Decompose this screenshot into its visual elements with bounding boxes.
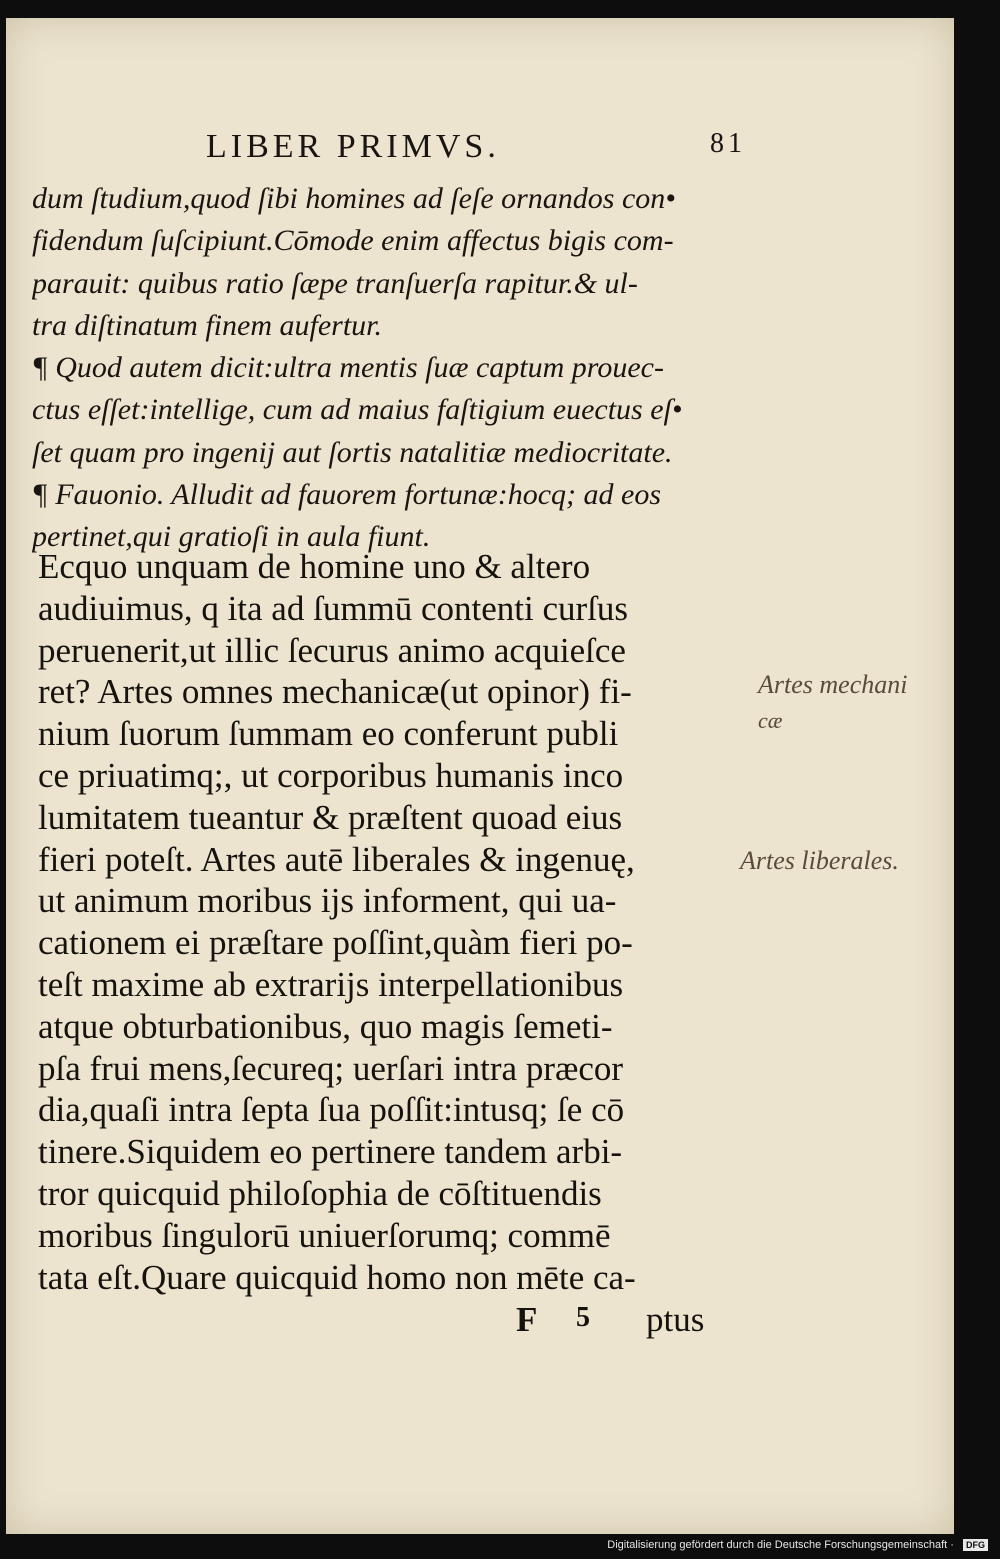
- main-text-line: tata eſt.Quare quicquid homo non mēte ca-: [38, 1257, 636, 1297]
- commentary-block: [32, 178, 747, 559]
- main-text-line: nium ſuorum ſummam eo conferunt publi: [38, 714, 619, 754]
- folio-number: 81: [710, 128, 746, 159]
- catchline: [506, 1300, 766, 1346]
- main-text-line: cationem ei præſtare poſſint,quàm fieri po-: [38, 923, 633, 963]
- commentary-line: pertinet,qui gratioſi in aula fiunt.: [32, 520, 431, 554]
- commentary-line: dum ſtudium,quod ſibi homines ad ſeſe ornandos con•: [32, 182, 676, 215]
- main-text-line: ce priuatimq;, ut corporibus humanis inco: [38, 755, 624, 795]
- commentary-line: ¶ Quod autem dicit:ultra mentis ſuæ captum prouec-: [32, 351, 664, 385]
- commentary-line: ctus eſſet:intellige, cum ad maius faſtigium euectus eſ•: [32, 393, 683, 427]
- digitization-footer: [607, 1539, 988, 1555]
- marginal-note: cæ: [758, 708, 783, 733]
- main-text-line: audiuimus, q ita ad ſummū contenti curſus: [38, 588, 629, 628]
- commentary-line: ¶ Fauonio. Alludit ad fauorem fortunæ:hocq; ad eos: [32, 478, 661, 512]
- running-title: LIBER PRIMVS.: [206, 128, 500, 165]
- running-head: [206, 128, 746, 172]
- catchword: ptus: [646, 1300, 705, 1339]
- main-text-line: pſa frui mens,ſecureq; uerſari intra præcor: [38, 1048, 624, 1088]
- marginal-note: Artes liberales.: [740, 846, 899, 875]
- main-text-line: Ecquo unquam de homine uno & altero: [38, 547, 591, 586]
- commentary-line: ſet quam pro ingenij aut ſortis natalitiæ mediocritate.: [32, 435, 673, 469]
- signature-number: 5: [576, 1302, 590, 1333]
- main-text-line: ut animum moribus ijs informent, qui ua-: [38, 881, 617, 921]
- main-text-line: fieri poteſt. Artes autē liberales & ingenuę,: [38, 839, 635, 879]
- main-text-line: atque obturbationibus, quo magis ſemeti-: [38, 1006, 613, 1046]
- book-page: [6, 18, 954, 1534]
- commentary-line: tra diſtinatum finem aufertur.: [32, 308, 383, 342]
- main-text-line: ret? Artes omnes mechanicæ(ut opinor) fi-: [38, 672, 632, 712]
- main-text-line: lumitatem tueantur & præſtent quoad eius: [38, 797, 623, 837]
- main-text-line: peruenerit,ut illic ſecurus animo acquieſce: [38, 630, 626, 670]
- main-text-line: teſt maxime ab extrarijs interpellationibus: [38, 964, 624, 1004]
- main-text-block: [38, 546, 750, 1298]
- marginal-note: Artes mechani: [758, 670, 908, 699]
- commentary-line: parauit: quibus ratio ſæpe tranſuerſa rapitur.& ul-: [32, 266, 638, 300]
- main-text-line: tror quicquid philoſophia de cōſtituendis: [38, 1173, 602, 1213]
- main-text-line: moribus ſingulorū uniuerſorumq; commē: [38, 1215, 611, 1255]
- footer-text: Digitalisierung gefördert durch die Deutsche Forschungsgemeinschaft ·: [607, 1539, 954, 1551]
- signature-mark: F: [516, 1300, 538, 1339]
- dfg-logo: DFG: [963, 1539, 988, 1551]
- main-text-line: dia,quaſi intra ſepta ſua poſſit:intusq; ſe cō: [38, 1090, 625, 1130]
- commentary-line: fidendum ſuſcipiunt.Cōmode enim affectus bigis com-: [32, 224, 674, 258]
- main-text-line: tinere.Siquidem eo pertinere tandem arbi-: [38, 1132, 623, 1172]
